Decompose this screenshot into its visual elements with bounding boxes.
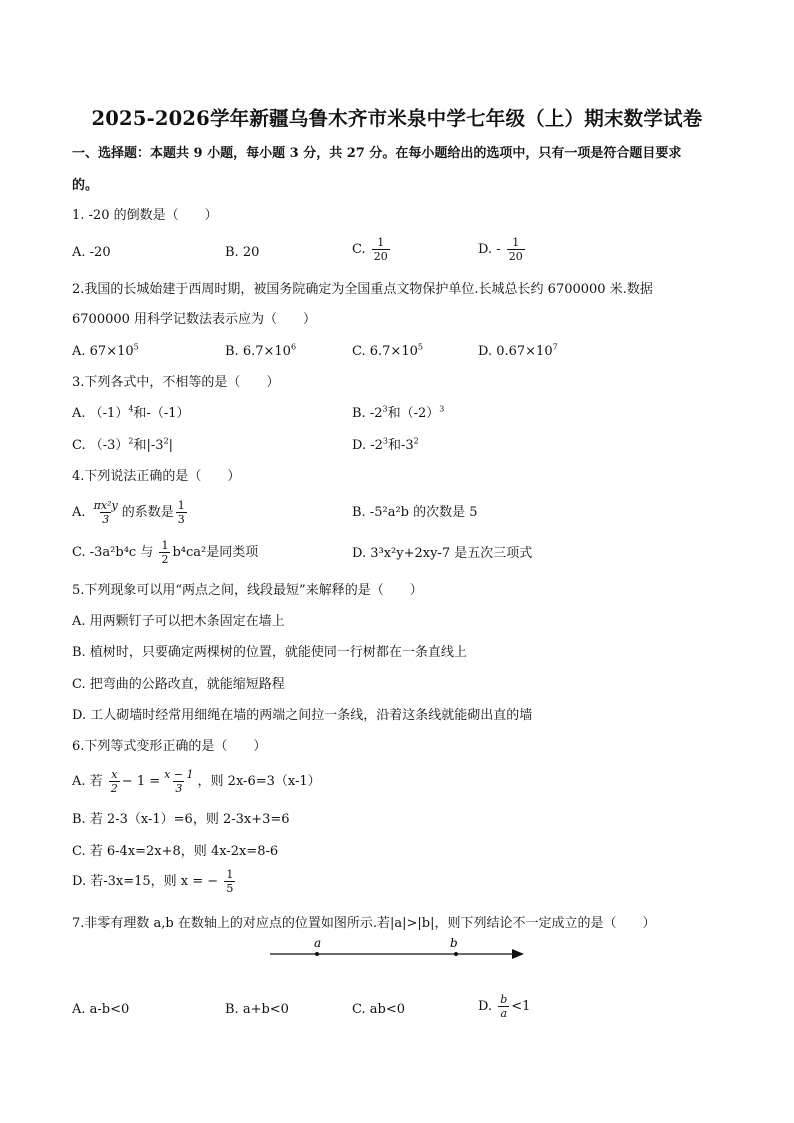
q4-c-prefix: C. -3a²b⁴c 与 <box>72 545 154 560</box>
q3-a-exp: 4 <box>128 404 134 414</box>
q4-a-fraction <box>92 499 120 526</box>
q2-option-d <box>478 343 558 361</box>
q7-d-fraction <box>498 993 509 1020</box>
q6-d-den: 5 <box>226 882 234 895</box>
q2-c-text: C. 6.7×10 <box>352 344 418 359</box>
q3-c-2: 和|-3 <box>133 438 164 453</box>
question-3-stem: 3.下列各式中，不相等的是（ ） <box>72 375 280 390</box>
q1-d-num: 1 <box>512 236 520 249</box>
q6-d-prefix: D. 若-3x=15，则 x = − <box>72 874 219 889</box>
q2-option-b <box>225 343 296 361</box>
q4-c-fraction <box>159 539 170 566</box>
point-b-dot <box>454 952 458 956</box>
q2-option-a <box>72 343 139 361</box>
q3-c-exp2: 2 <box>163 436 169 446</box>
question-7-stem: 7.非零有理数 a,b 在数轴上的对应点的位置如图所示.若|a|>|b|，则下列结论不一定成立的是（ ） <box>72 916 656 931</box>
q4-a-fraction2 <box>176 499 187 526</box>
question-2-stem-line2: 6700000 用科学记数法表示应为（ ） <box>72 312 317 327</box>
q3-d-exp2: 2 <box>413 436 419 446</box>
q4-a-den: 3 <box>102 513 110 526</box>
q1-c-fraction <box>372 236 390 263</box>
q2-b-exp: 6 <box>290 342 297 352</box>
q1-c-num: 1 <box>377 236 385 249</box>
q7-d-den: a <box>500 1007 508 1020</box>
q7-d-prefix: D. <box>478 999 493 1014</box>
section-heading-cont: 的。 <box>72 178 99 193</box>
point-b-label: b <box>450 938 458 950</box>
q2-b-text: B. 6.7×10 <box>225 344 291 359</box>
q6-a-mid: − 1 = <box>121 774 161 789</box>
q2-option-c <box>352 343 423 361</box>
q3-c-1: C. （-3） <box>72 438 129 453</box>
q3-c-3: | <box>168 438 174 453</box>
q4-a-den2: 3 <box>177 513 185 526</box>
q5-option-a: A. 用两颗钉子可以把木条固定在墙上 <box>72 614 285 629</box>
page-title: 2025-2026学年新疆乌鲁木齐市米泉中学七年级（上）期末数学试卷 <box>91 107 703 130</box>
q3-d-1: D. -2 <box>352 438 383 453</box>
q2-a-exp: 5 <box>133 342 139 352</box>
q6-d-num: 1 <box>226 868 234 881</box>
q3-a-2: 和-（-1） <box>133 406 190 421</box>
q4-option-d: D. 3³x²y+2xy-7 是五次三项式 <box>352 546 533 561</box>
point-a-dot <box>315 952 319 956</box>
q4-a-prefix: A. <box>72 505 86 520</box>
q1-d-fraction <box>507 236 525 263</box>
q1-d-den: 20 <box>508 250 523 263</box>
q1-option-b: B. 20 <box>225 245 260 260</box>
q1-d-prefix: D. - <box>478 242 501 257</box>
q7-option-b: B. a+b<0 <box>225 1002 289 1017</box>
q2-d-exp: 7 <box>552 342 558 352</box>
q6-a-n2: x − 1 <box>164 768 194 781</box>
q6-a-suffix: ，则 2x-6=3（x-1） <box>197 774 321 789</box>
q1-option-a: A. -20 <box>72 245 111 260</box>
question-5-stem: 5.下列现象可以用“两点之间，线段最短”来解释的是（ ） <box>72 583 423 598</box>
q6-a-fraction1 <box>109 768 120 795</box>
question-1-stem: 1. -20 的倒数是（ ） <box>72 208 218 223</box>
q5-option-d: D. 工人砌墙时经常用细绳在墙的两端之间拉一条线，沿着这条线就能砌出直的墙 <box>72 708 533 723</box>
q3-a-1: A. （-1） <box>72 406 129 421</box>
q4-a-mid: 的系数是 <box>121 505 174 520</box>
q6-a-prefix: A. 若 <box>72 774 103 789</box>
q7-option-c: C. ab<0 <box>352 1002 405 1017</box>
q6-d-fraction <box>224 868 235 895</box>
question-2-stem-line1: 2.我国的长城始建于西周时期，被国务院确定为全国重点文物保护单位.长城总长约 6700000 米.数据 <box>72 282 653 297</box>
q1-c-den: 20 <box>373 250 388 263</box>
q2-c-exp: 5 <box>417 342 423 352</box>
q4-a-num: πx²y <box>93 499 118 512</box>
q6-option-c: C. 若 6-4x=2x+8，则 4x-2x=8-6 <box>72 844 279 859</box>
q3-option-a <box>72 405 189 423</box>
q2-a-text: A. 67×10 <box>72 344 134 359</box>
q3-option-b <box>352 405 444 423</box>
point-a-label: a <box>314 938 322 950</box>
q1-c-prefix: C. <box>352 242 366 257</box>
q7-option-d <box>478 993 530 1020</box>
q3-c-exp: 2 <box>128 436 134 446</box>
q5-option-b: B. 植树时，只要确定两棵树的位置，就能使同一行树都在一条直线上 <box>72 645 467 660</box>
q4-c-num: 1 <box>161 539 169 552</box>
q1-option-d <box>478 236 527 263</box>
q3-d-exp1: 3 <box>382 436 388 446</box>
q3-b-exp2: 3 <box>439 404 445 414</box>
q3-b-2: 和（-2） <box>387 406 440 421</box>
q3-option-c <box>72 437 173 455</box>
q7-d-num: b <box>500 993 508 1006</box>
q3-option-d <box>352 437 419 455</box>
question-6-stem: 6.下列等式变形正确的是（ ） <box>72 739 267 754</box>
q1-option-c <box>352 236 392 263</box>
q6-a-fraction2 <box>162 768 195 795</box>
q4-a-num2: 1 <box>177 499 185 512</box>
q6-a-d2: 3 <box>175 782 183 795</box>
q3-b-1: B. -2 <box>352 406 383 421</box>
q4-c-den: 2 <box>161 553 169 566</box>
q4-option-a <box>72 499 189 526</box>
number-line-figure <box>268 938 528 968</box>
q6-a-d1: 2 <box>110 782 118 795</box>
q6-option-d <box>72 868 237 895</box>
q5-option-c: C. 把弯曲的公路改直，就能缩短路程 <box>72 677 285 692</box>
q4-option-c <box>72 539 258 566</box>
q6-option-b: B. 若 2-3（x-1）=6，则 2-3x+3=6 <box>72 812 290 827</box>
q7-d-suffix: <1 <box>511 999 531 1014</box>
question-4-stem: 4.下列说法正确的是（ ） <box>72 469 241 484</box>
section-heading: 一、选择题：本题共 9 小题，每小题 3 分，共 27 分。在每小题给出的选项中，只有一项是符合题目要求 <box>72 146 682 161</box>
q4-option-b: B. -5²a²b 的次数是 5 <box>352 505 478 520</box>
q6-option-a <box>72 768 321 795</box>
q4-c-suffix: b⁴ca²是同类项 <box>172 545 259 560</box>
q3-b-exp1: 3 <box>382 404 388 414</box>
q2-d-text: D. 0.67×10 <box>478 344 553 359</box>
q7-option-a: A. a-b<0 <box>72 1002 130 1017</box>
q3-d-2: 和-3 <box>387 438 414 453</box>
number-line-arrow-icon <box>512 949 524 959</box>
q6-a-n1: x <box>111 768 118 781</box>
